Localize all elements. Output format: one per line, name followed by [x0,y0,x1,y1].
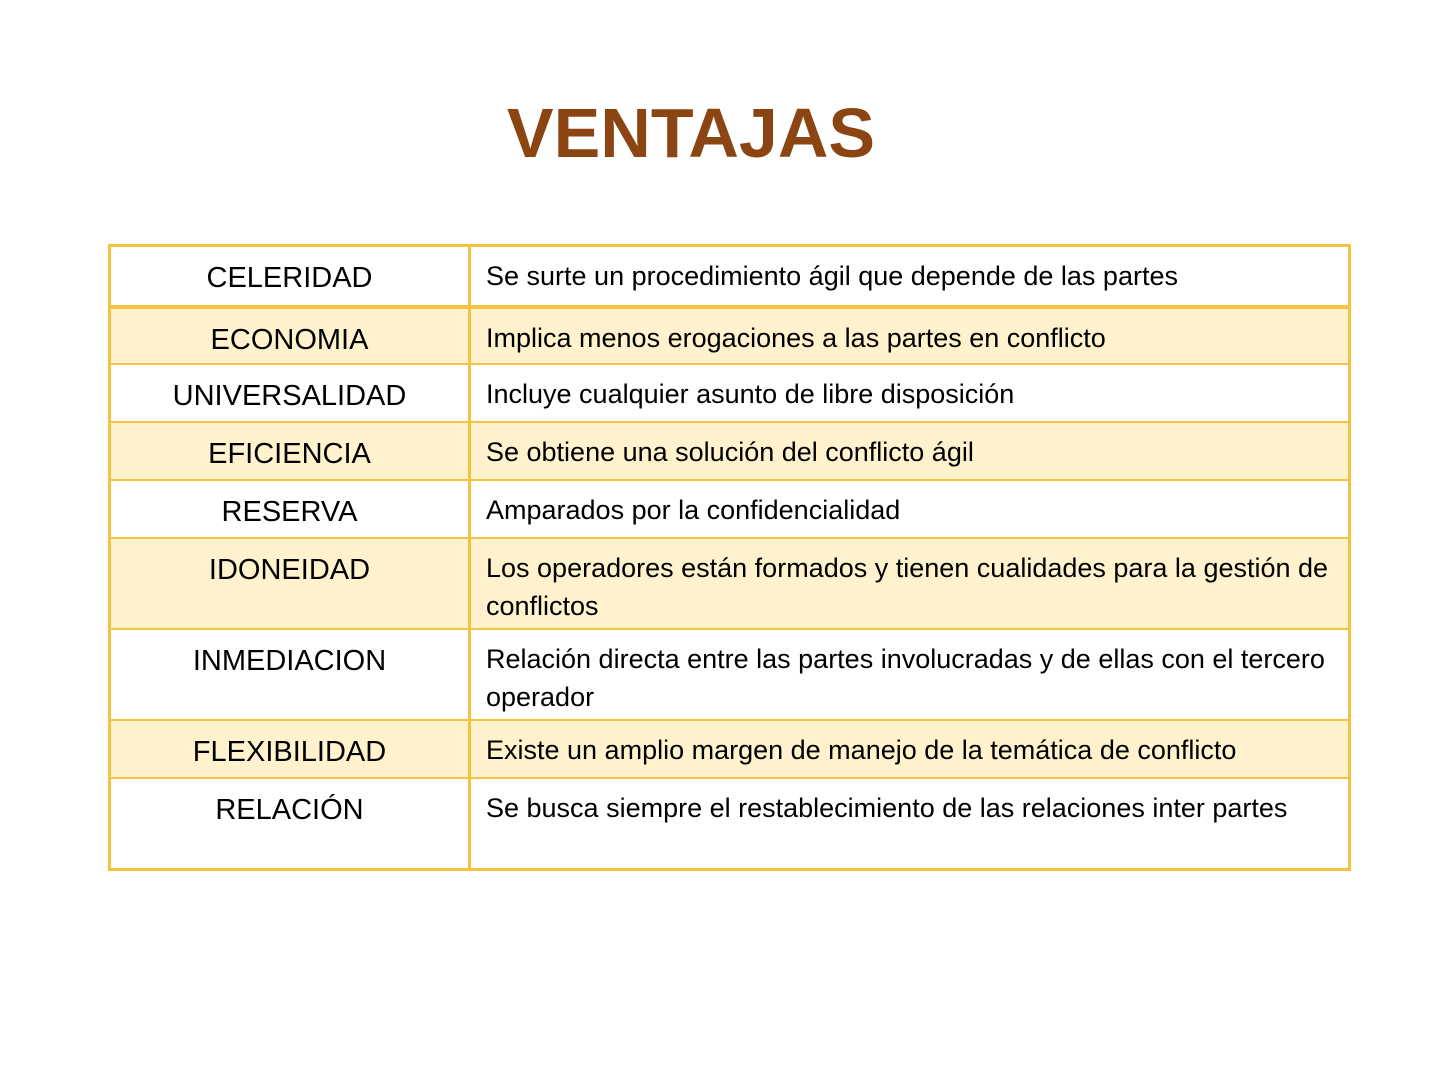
table-row [111,479,1348,537]
advantages-table [108,244,1351,871]
description-cell: Se busca siempre el restablecimiento de las relaciones inter partes [486,793,1288,823]
description-cell: Se obtiene una solución del conflicto ágil [486,437,974,467]
description-cell: Relación directa entre las partes involucradas y de ellas con el tercero operador [486,644,1325,712]
table-row [111,305,1348,363]
term-cell: CELERIDAD [111,247,471,305]
table-row [111,247,1348,305]
description-cell: Incluye cualquier asunto de libre disposición [486,379,1015,409]
term-cell: INMEDIACION [111,630,471,719]
table-row [111,628,1348,719]
table-row [111,777,1348,868]
term-cell: RELACIÓN [111,779,471,868]
term-cell: EFICIENCIA [111,423,471,479]
term-cell: UNIVERSALIDAD [111,365,471,421]
description-cell: Los operadores están formados y tienen cualidades para la gestión de conflictos [486,553,1329,621]
term-cell: IDONEIDAD [111,539,471,628]
description-cell: Se surte un procedimiento ágil que depende de las partes [486,261,1178,291]
table-row [111,719,1348,777]
table-row [111,363,1348,421]
term-cell: ECONOMIA [111,309,471,363]
slide-title: VENTAJAS [506,94,876,172]
term-cell: FLEXIBILIDAD [111,721,471,777]
description-cell: Implica menos erogaciones a las partes en conflicto [486,323,1106,353]
description-cell: Existe un amplio margen de manejo de la temática de conflicto [486,735,1237,765]
table-row [111,537,1348,628]
term-cell: RESERVA [111,481,471,537]
table-row [111,421,1348,479]
description-cell: Amparados por la confidencialidad [486,495,901,525]
